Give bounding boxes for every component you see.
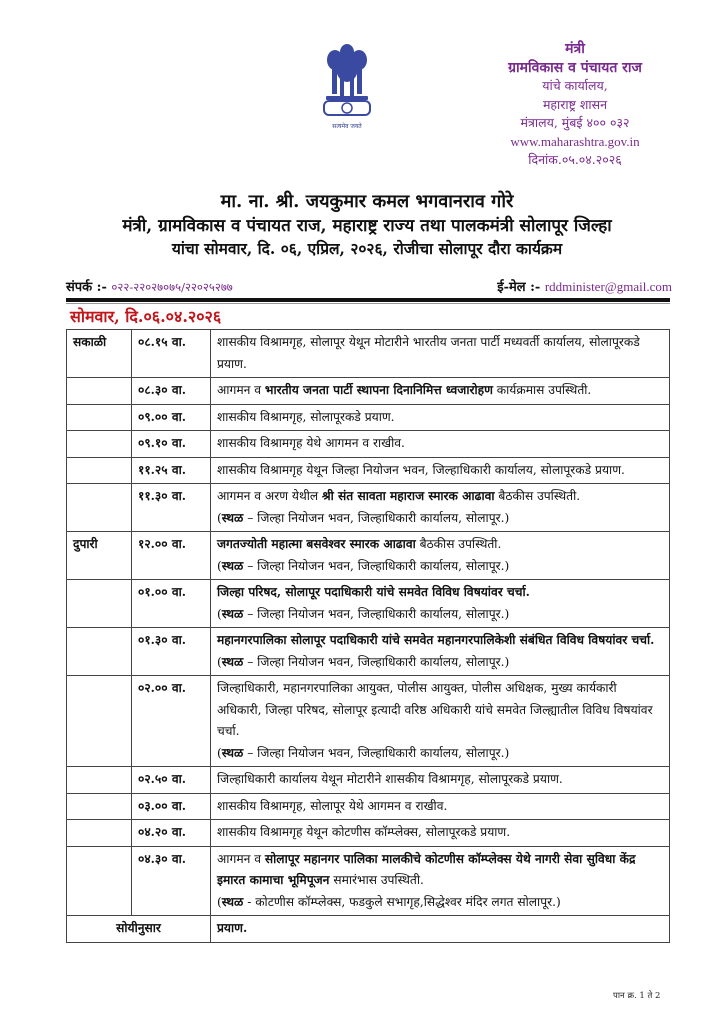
schedule-row [67, 457, 670, 484]
phone-number: ०२२-२२०२७०७५/२२०२५२७७ [111, 280, 233, 294]
tour-subtitle: यांचा सोमवार, दि. ०६, एप्रिल, २०२६, रोजीचा सोलापूर दौरा कार्यक्रम [171, 239, 563, 258]
schedule-row [67, 532, 670, 580]
description-cell [211, 820, 670, 847]
time-cell: ०३.०० वा. [132, 793, 211, 820]
header-divider-thin [66, 303, 670, 304]
session-cell [67, 457, 132, 484]
letter-date: दिनांक.०५.०४.२०२६ [528, 152, 622, 167]
session-cell [67, 676, 132, 767]
description-cell [211, 676, 670, 767]
venue-text: – जिल्हा नियोजन भवन, जिल्हाधिकारी कार्यालय, सोलापूर.) [243, 510, 510, 525]
description-cell [211, 532, 670, 580]
government-name: महाराष्ट्र शासन [542, 96, 608, 112]
website-link[interactable]: www.maharashtra.gov.in [510, 133, 640, 149]
event-highlight: श्री संत सावता महाराज स्मारक आढावा [322, 489, 495, 503]
day-title: सोमवार, दि.०६.०४.२०२६ [70, 307, 222, 326]
event-text: आगमन व [217, 383, 265, 397]
venue-label: स्थळ [221, 745, 244, 760]
schedule-row [67, 793, 670, 820]
description-cell [211, 484, 670, 532]
event-text: शासकीय विश्रामगृह, सोलापूर येथे आगमन व राखीव. [217, 798, 448, 813]
event-text: बैठकीस उपस्थिती. [494, 489, 581, 503]
event-description [217, 332, 663, 375]
time-cell: ०२.०० वा. [132, 676, 211, 767]
description-cell [211, 767, 670, 794]
schedule-row [67, 404, 670, 431]
email-contact [497, 277, 672, 295]
time-cell: ०८.१५ वा. [132, 330, 211, 378]
event-text: समारंभास उपस्थिती. [329, 873, 424, 887]
venue-line: (स्थळ – जिल्हा नियोजन भवन, जिल्हाधिकारी कार्यालय, सोलापूर.) [217, 606, 510, 621]
session-cell [67, 820, 132, 847]
session-cell [67, 628, 132, 676]
schedule-row [67, 330, 670, 378]
venue-line: (स्थळ – जिल्हा नियोजन भवन, जिल्हाधिकारी कार्यालय, सोलापूर.) [217, 510, 510, 525]
event-description [217, 380, 663, 402]
event-text: शासकीय विश्रामगृह येथून कोटणीस कॉम्प्लेक्स, सोलापूरकडे प्रयाण. [217, 825, 511, 839]
document-heading [62, 190, 672, 260]
schedule-row [67, 820, 670, 847]
venue-text: – जिल्हा नियोजन भवन, जिल्हाधिकारी कार्यालय, सोलापूर.) [243, 745, 510, 760]
event-description [217, 822, 663, 844]
office-address: मंत्रालय, मुंबई ४०० ०३२ [520, 115, 630, 130]
session-cell [67, 793, 132, 820]
event-description [217, 849, 663, 892]
event-description [217, 407, 663, 429]
session-cell [67, 580, 132, 628]
venue-text: - कोटणीस कॉम्प्लेक्स, फडकुले सभागृह,सिद्धेश्वर मंदिर लगत सोलापूर.) [243, 894, 561, 909]
event-description [217, 796, 663, 818]
session-cell [67, 431, 132, 458]
session-cell [67, 484, 132, 532]
event-text: आगमन व [217, 851, 265, 866]
venue-label: स्थळ [221, 894, 244, 909]
time-cell: ०४.२० वा. [132, 820, 211, 847]
session-cell [67, 767, 132, 794]
office-address-block [430, 40, 720, 170]
event-description [217, 534, 663, 556]
schedule-row [67, 580, 670, 628]
contact-line [66, 277, 672, 295]
venue-line: (स्थळ – जिल्हा नियोजन भवन, जिल्हाधिकारी कार्यालय, सोलापूर.) [217, 558, 510, 573]
description-cell [211, 628, 670, 676]
schedule-row [67, 431, 670, 458]
office-title: मंत्री [565, 41, 585, 57]
page-number: पान क्र. 1 ते 2 [613, 991, 661, 1001]
final-row [67, 916, 670, 943]
final-time-cell: सोयीनुसार [67, 916, 211, 943]
phone-contact [66, 277, 233, 295]
venue-text: – जिल्हा नियोजन भवन, जिल्हाधिकारी कार्यालय, सोलापूर.) [243, 558, 510, 573]
final-description-cell: प्रयाण. [211, 916, 670, 943]
event-highlight: भारतीय जनता पार्टी स्थापना दिनानिमित्त ध्वजारोहण [264, 383, 493, 397]
time-cell: ०१.०० वा. [132, 580, 211, 628]
office-line: यांचे कार्यालय, [542, 78, 608, 93]
session-cell [67, 404, 132, 431]
event-description [217, 678, 663, 743]
event-text: शासकीय विश्रामगृह, सोलापूरकडे प्रयाण. [217, 409, 395, 424]
venue-text: – जिल्हा नियोजन भवन, जिल्हाधिकारी कार्यालय, सोलापूर.) [243, 654, 510, 669]
department-name: ग्रामविकास व पंचायत राज [508, 59, 642, 76]
event-highlight: महानगरपालिका सोलापूर पदाधिकारी यांचे समवेत महानगरपालिकेशी संबंधित विविध विषयांवर चर्चा. [217, 633, 655, 647]
time-cell: ०४.३० वा. [132, 846, 211, 916]
event-text: शासकीय विश्रामगृह येथे आगमन व राखीव. [217, 436, 405, 450]
event-text: शासकीय विश्रामगृह येथून जिल्हा नियोजन भवन, जिल्हाधिकारी कार्यालय, सोलापूरकडे प्रयाण. [217, 462, 625, 477]
event-description [217, 460, 663, 482]
time-cell: ११.२५ वा. [132, 457, 211, 484]
event-description [217, 582, 663, 604]
header-divider [66, 298, 670, 302]
description-cell [211, 431, 670, 458]
time-cell: ०१.३० वा. [132, 628, 211, 676]
venue-label: स्थळ [221, 654, 244, 669]
venue-label: स्थळ [221, 510, 244, 525]
schedule-row [67, 378, 670, 405]
venue-line: (स्थळ – जिल्हा नियोजन भवन, जिल्हाधिकारी कार्यालय, सोलापूर.) [217, 654, 510, 669]
venue-line: (स्थळ - कोटणीस कॉम्प्लेक्स, फडकुले सभागृह,सिद्धेश्वर मंदिर लगत सोलापूर.) [217, 894, 561, 909]
event-text: कार्यक्रमास उपस्थिती. [492, 383, 592, 397]
description-cell [211, 457, 670, 484]
schedule-row [67, 628, 670, 676]
email-address[interactable]: rddminister@gmail.com [544, 279, 672, 294]
description-cell [211, 404, 670, 431]
minister-name: मा. ना. श्री. जयकुमार कमल भगवानराव गोरे [220, 191, 514, 212]
venue-label: स्थळ [221, 558, 244, 573]
schedule-row [67, 484, 670, 532]
time-cell: ०२.५० वा. [132, 767, 211, 794]
time-cell: ०९.१० वा. [132, 431, 211, 458]
event-text: बैठकीस उपस्थिती. [415, 537, 502, 551]
time-cell: ०८.३० वा. [132, 378, 211, 405]
event-text: जिल्हाधिकारी कार्यालय येथून मोटारीने शासकीय विश्रामगृह, सोलापूरकडे प्रयाण. [217, 772, 563, 786]
description-cell [211, 793, 670, 820]
emblem-motto: सत्यमेव जयते [332, 123, 362, 130]
session-cell: दुपारी [67, 532, 132, 580]
session-cell [67, 846, 132, 916]
schedule-row [67, 846, 670, 916]
time-cell: ०९.०० वा. [132, 404, 211, 431]
minister-designation: मंत्री, ग्रामविकास व पंचायत राज, महाराष्ट्र राज्य तथा पालकमंत्री सोलापूर जिल्हा [122, 216, 612, 236]
venue-label: स्थळ [221, 606, 244, 621]
event-highlight: जिल्हा परिषद, सोलापूर पदाधिकारी यांचे समवेत विविध विषयांवर चर्चा. [217, 585, 530, 599]
event-text: शासकीय विश्रामगृह, सोलापूर येथून मोटारीने भारतीय जनता पार्टी मध्यवर्ती कार्यालय, सोलापूरकडे प्रयाण. [217, 335, 640, 371]
description-cell [211, 330, 670, 378]
event-description [217, 630, 663, 652]
email-label: ई-मेल :- [497, 280, 545, 295]
event-description [217, 769, 663, 791]
schedule-table [66, 329, 670, 943]
event-highlight: जगतज्योती महात्मा बसवेश्वर स्मारक आढावा [217, 537, 416, 551]
schedule-row [67, 767, 670, 794]
venue-line: (स्थळ – जिल्हा नियोजन भवन, जिल्हाधिकारी कार्यालय, सोलापूर.) [217, 745, 510, 760]
description-cell [211, 378, 670, 405]
venue-text: – जिल्हा नियोजन भवन, जिल्हाधिकारी कार्यालय, सोलापूर.) [243, 606, 510, 621]
time-cell: १२.०० वा. [132, 532, 211, 580]
ashoka-emblem-icon [318, 38, 376, 120]
description-cell [211, 580, 670, 628]
event-text: आगमन व अरण येथील [217, 489, 323, 503]
state-emblem [318, 38, 376, 134]
event-text: जिल्हाधिकारी, महानगरपालिका आयुक्त, पोलीस आयुक्त, पोलीस अधिक्षक, मुख्य कार्यकारी अधिकारी, जिल्हा परिषद, सोलापूर इत्यादी वरिष्ठ अधिकारी यांचे समवेत जिल्ह्यातील विविध विषयांवर चर्चा. [217, 681, 653, 738]
time-cell: ११.३० वा. [132, 484, 211, 532]
description-cell [211, 846, 670, 916]
event-description [217, 433, 663, 455]
phone-label: संपर्क :- [66, 280, 112, 295]
session-cell: सकाळी [67, 330, 132, 378]
session-cell [67, 378, 132, 405]
schedule-row [67, 676, 670, 767]
event-description [217, 486, 663, 508]
event-highlight: सोलापूर महानगर पालिका मालकीचे कोटणीस कॉम्प्लेक्स येथे नागरी सेवा सुविधा केंद्र इमारत कामाचा भूमिपूजन [217, 851, 636, 887]
